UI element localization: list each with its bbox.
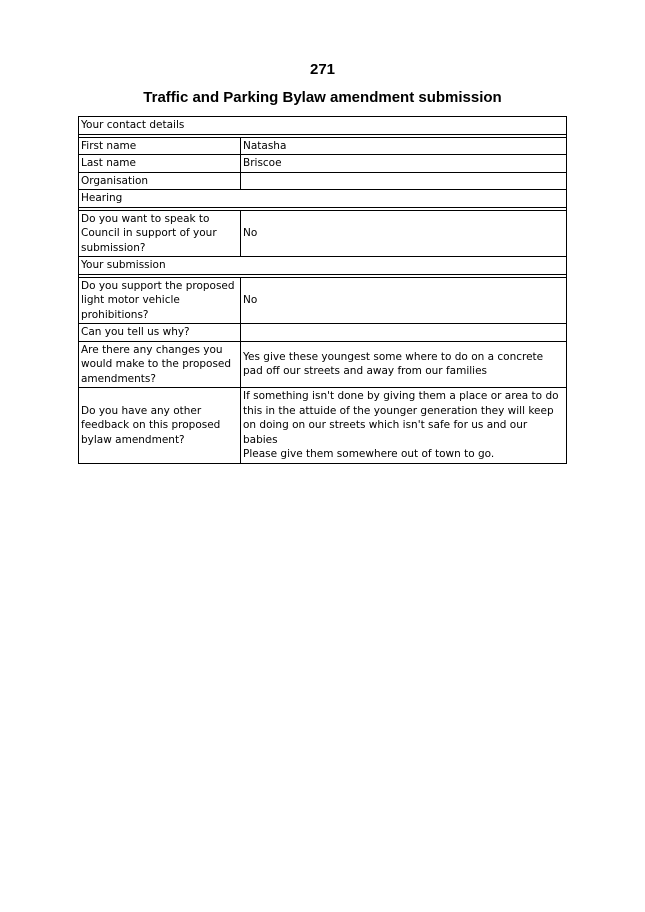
changes-label: Are there any changes you would make to the proposed amendments? bbox=[79, 341, 241, 388]
submission-form-table bbox=[78, 116, 567, 464]
last-name-label: Last name bbox=[79, 155, 241, 173]
table-row bbox=[79, 388, 567, 464]
last-name-value: Briscoe bbox=[241, 155, 567, 173]
table-row bbox=[79, 341, 567, 388]
organisation-label: Organisation bbox=[79, 172, 241, 190]
table-row bbox=[79, 210, 567, 257]
table-row bbox=[79, 324, 567, 342]
changes-value: Yes give these youngest some where to do on a concrete pad off our streets and away from our families bbox=[241, 341, 567, 388]
other-feedback-value: If something isn't done by giving them a place or area to do this in the attuide of the younger generation they will keep on doing on our streets which isn't safe for us and our babies Please give them somewhere out of town to go. bbox=[241, 388, 567, 464]
page-number: 271 bbox=[309, 61, 336, 78]
first-name-label: First name bbox=[79, 137, 241, 155]
table-row bbox=[79, 172, 567, 190]
speak-to-council-value: No bbox=[241, 210, 567, 257]
submission-section-heading: Your submission bbox=[79, 257, 567, 275]
reason-label: Can you tell us why? bbox=[79, 324, 241, 342]
other-feedback-label: Do you have any other feedback on this proposed bylaw amendment? bbox=[79, 388, 241, 464]
table-row bbox=[79, 155, 567, 173]
section-header-row bbox=[79, 257, 567, 275]
section-header-row bbox=[79, 117, 567, 135]
first-name-value: Natasha bbox=[241, 137, 567, 155]
hearing-section-heading: Hearing bbox=[79, 190, 567, 208]
organisation-value bbox=[241, 172, 567, 190]
table-row bbox=[79, 277, 567, 324]
reason-value bbox=[241, 324, 567, 342]
document-title: Traffic and Parking Bylaw amendment submission bbox=[143, 89, 502, 106]
support-prohibitions-value: No bbox=[241, 277, 567, 324]
section-header-row bbox=[79, 190, 567, 208]
speak-to-council-label: Do you want to speak to Council in support of your submission? bbox=[79, 210, 241, 257]
table-row bbox=[79, 137, 567, 155]
contact-section-heading: Your contact details bbox=[79, 117, 567, 135]
support-prohibitions-label: Do you support the proposed light motor vehicle prohibitions? bbox=[79, 277, 241, 324]
